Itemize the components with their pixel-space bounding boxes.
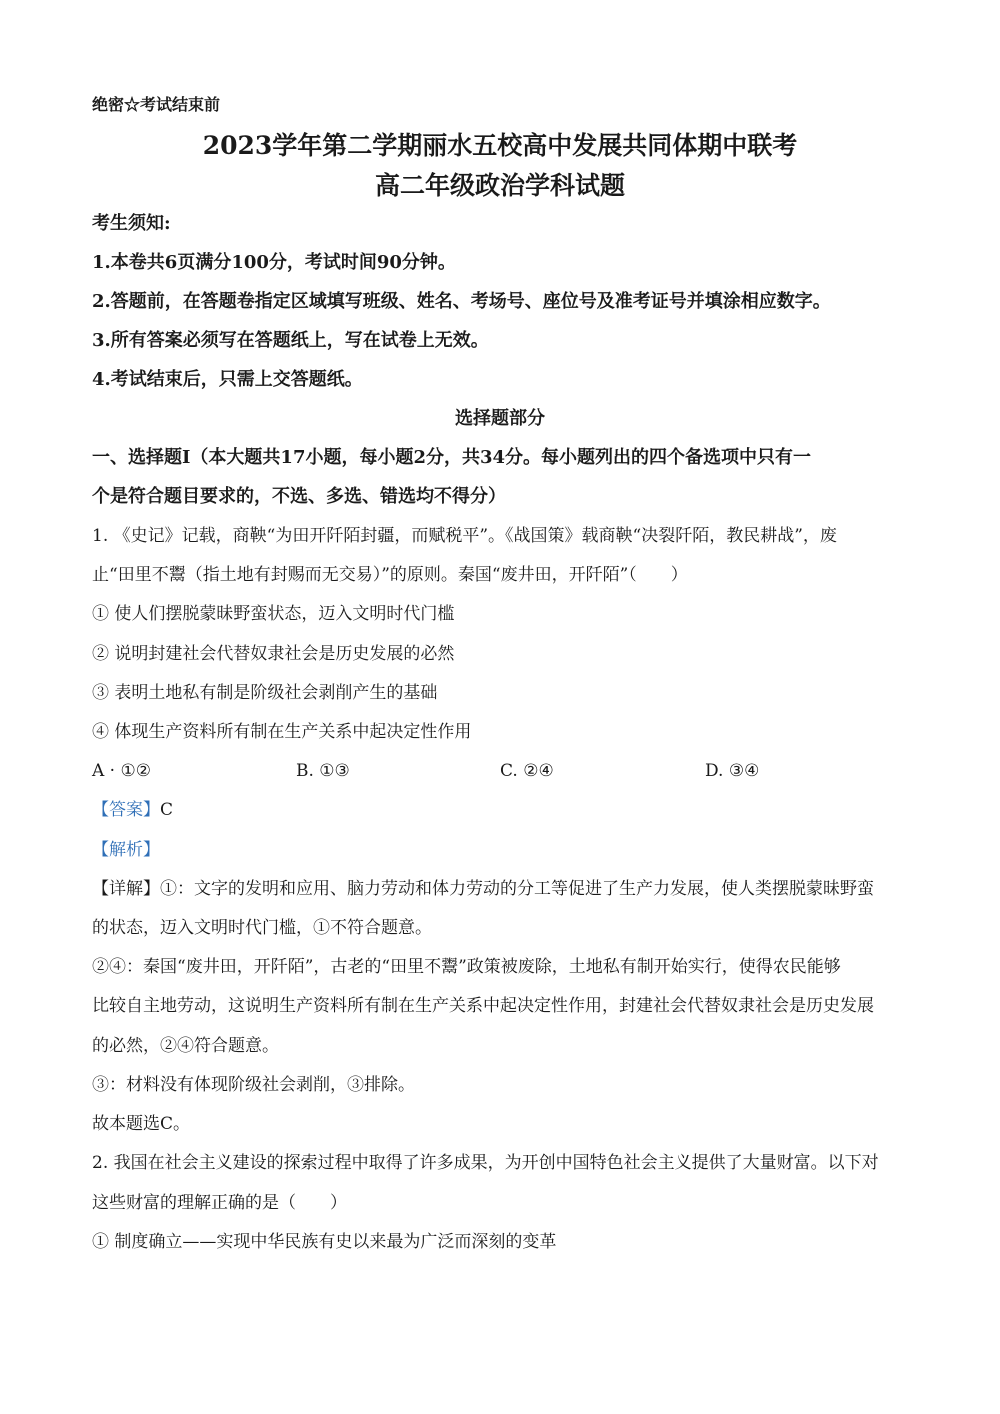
answer-value: C xyxy=(160,800,174,820)
q2-stem-line-1: 2. 我国在社会主义建设的探索过程中取得了许多成果，为开创中国特色社会主义提供了大量财富。以下对 xyxy=(92,1153,879,1173)
q1-option-b: B. ①③ xyxy=(296,761,350,781)
q1-statement-3: ③ 表明土地私有制是阶级社会剥削产生的基础 xyxy=(92,683,438,703)
notice-item-1: 1.本卷共6页满分100分，考试时间90分钟。 xyxy=(92,252,456,273)
q1-statement-4: ④ 体现生产资料所有制在生产关系中起决定性作用 xyxy=(92,722,472,742)
q1-stem-line-2: 止“田里不鬻（指土地有封赐而无交易）”的原则。秦国“废井田，开阡陌”（ ） xyxy=(92,565,688,585)
q1-detail-line-1: 【详解】①：文字的发明和应用、脑力劳动和体力劳动的分工等促进了生产力发展，使人类摆脱蒙昧野蛮 xyxy=(92,879,874,899)
notice-item-2: 2.答题前，在答题卷指定区域填写班级、姓名、考场号、座位号及准考证号并填涂相应数字。 xyxy=(92,291,831,312)
q1-stem-line-1: 1. 《史记》记载，商鞅“为田开阡陌封疆，而赋税平”。《战国策》载商鞅“决裂阡陌，教民耕战”，废 xyxy=(92,526,837,546)
analysis-label: 【解析】 xyxy=(92,840,160,860)
q2-statement-1: ① 制度确立——实现中华民族有史以来最为广泛而深刻的变革 xyxy=(92,1232,557,1252)
exam-subtitle: 高二年级政治学科试题 xyxy=(374,171,625,200)
q1-option-a: A · ①② xyxy=(92,761,151,781)
q1-detail-line-6: ③：材料没有体现阶级社会剥削，③排除。 xyxy=(92,1075,415,1095)
section-title: 选择题部分 xyxy=(455,408,545,429)
confidential-label: 绝密☆考试结束前 xyxy=(92,95,221,114)
q2-stem-line-2: 这些财富的理解正确的是（ ） xyxy=(92,1193,347,1213)
notice-item-3: 3.所有答案必须写在答题纸上，写在试卷上无效。 xyxy=(92,330,489,351)
q1-option-d: D. ③④ xyxy=(705,761,760,781)
q1-detail-line-5: 的必然，②④符合题意。 xyxy=(92,1036,279,1056)
q1-detail-line-3: ②④：秦国“废井田，开阡陌”，古老的“田里不鬻”政策被废除，土地私有制开始实行，使得农民能够 xyxy=(92,957,841,977)
q1-detail-line-4: 比较自主地劳动，这说明生产资料所有制在生产关系中起决定性作用，封建社会代替奴隶社会是历史发展 xyxy=(92,996,874,1016)
q1-detail-line-7: 故本题选C。 xyxy=(92,1114,191,1134)
q1-answer xyxy=(92,798,173,822)
notice-item-4: 4.考试结束后，只需上交答题纸。 xyxy=(92,369,363,390)
q1-statement-1: ① 使人们摆脱蒙昧野蛮状态，迈入文明时代门槛 xyxy=(92,604,455,624)
section-instruction-line-2: 个是符合题目要求的，不选、多选、错选均不得分） xyxy=(92,486,506,507)
notice-heading: 考生须知: xyxy=(92,213,171,234)
q1-option-c: C. ②④ xyxy=(500,761,554,781)
answer-label: 【答案】 xyxy=(92,800,160,820)
q1-detail-line-2: 的状态，迈入文明时代门槛，①不符合题意。 xyxy=(92,918,432,938)
section-instruction-line-1: 一、选择题Ⅰ（本大题共17小题，每小题2分，共34分。每小题列出的四个备选项中只有一 xyxy=(92,447,812,468)
q1-statement-2: ② 说明封建社会代替奴隶社会是历史发展的必然 xyxy=(92,644,455,664)
exam-title: 2023学年第二学期丽水五校高中发展共同体期中联考 xyxy=(202,131,798,160)
